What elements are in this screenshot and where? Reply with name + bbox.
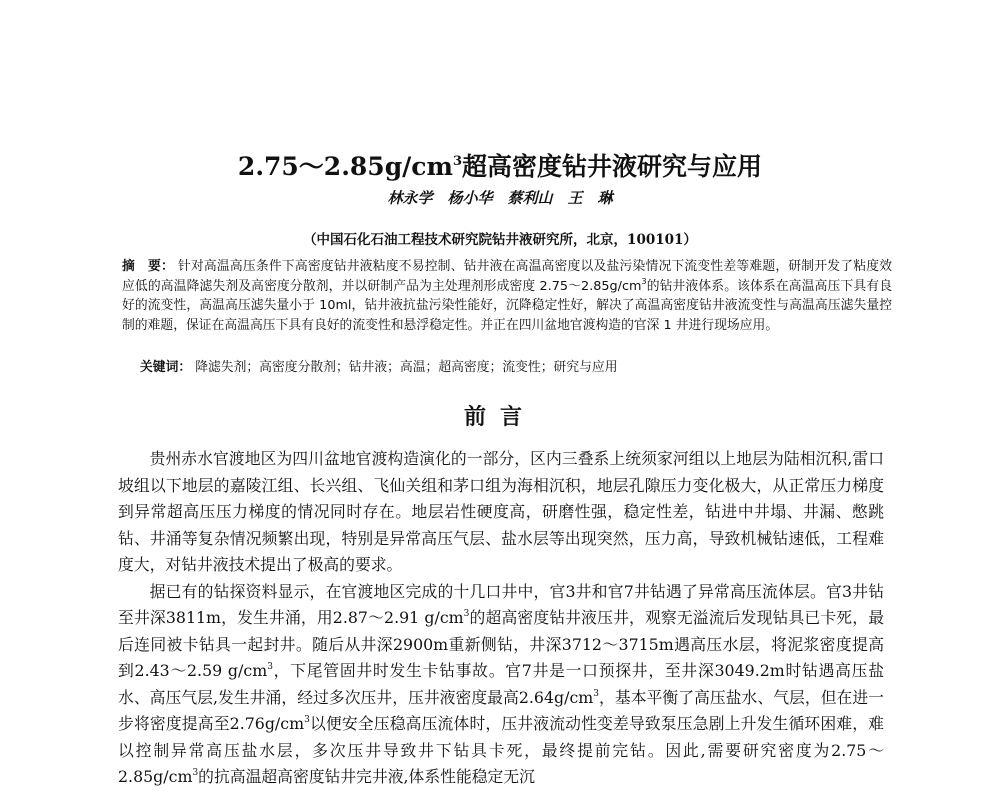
abstract-text-b: 的钻井液体系。该体系在高温高压下具有良好的流变性，高温高压滤失量小于 10ml，钻井液抗盐污染性能好，沉降稳定性好，解决了高温高密度钻井液流变性与高温高压滤失量控制的难题，保证在高温高压下具有良好的流变性和悬浮稳定性。并正在四川盆地官渡构造的官深 1 井进行现场应用。	[122, 278, 892, 333]
abstract	[122, 257, 892, 335]
paragraph-2-text-b: 的超高密度钻井液压井，观察无溢流后发现钻具已卡死，最后连同被卡钻具一起封井。随后从井深2900m重新侧钻，井深3712～3715m遇高压水层，将泥浆密度提高到2.43～2.59 g/cm	[118, 608, 884, 680]
authors: 林永学 杨小华 蔡利山 王 琳	[387, 189, 613, 207]
paragraph-2-sup-4: 3	[304, 715, 310, 725]
keywords-text: 降滤失剂；高密度分散剂；钻井液；高温；超高密度；流变性；研究与应用	[195, 360, 618, 375]
title-superscript: 3	[453, 154, 463, 169]
abstract-superscript: 3	[641, 276, 647, 286]
body-text	[118, 446, 884, 791]
abstract-text-a: 针对高温高压条件下高密度钻井液粘度不易控制、钻井液在高温高密度以及盐污染情况下流变性差等难题，研制开发了粘度效应低的高温降滤失剂及高密度分散剂，并以研制产品为主处理剂形成密度 2.75～2.85g/cm	[122, 259, 893, 294]
abstract-label: 摘 要：	[122, 259, 174, 274]
title-main: 2.75～2.85g/cm	[237, 152, 453, 181]
paragraph-2	[118, 579, 884, 791]
keywords-label: 关键词：	[140, 360, 192, 375]
paragraph-2-text-d: ，基本平衡了高压盐水、气层，但在进一步将密度提高至2.76g/cm	[118, 687, 884, 733]
section-heading: 前言	[463, 404, 536, 430]
title-rest: 超高密度钻井液研究与应用	[462, 152, 763, 181]
paper-title	[0, 150, 1000, 184]
paragraph-2-sup-1: 3	[463, 609, 470, 619]
paragraph-2-text-c: ，下尾管固井时发生卡钻事故。官7井是一口预探井，至井深3049.2m时钻遇高压盐水、高压气层,发生井涌，经过多次压井，压井液密度最高2.64g/cm	[118, 661, 884, 707]
paragraph-2-sup-5: 3	[192, 768, 199, 778]
paragraph-2-text-e: 以便安全压稳高压流体时，压井液流动性变差导致泵压急剧上升发生循环困难，难以控制异常高压盐水层，多次压井导致井下钻具卡死，最终提前完钻。因此,需要研究密度为2.75～2.85g/cm	[118, 714, 884, 786]
paragraph-2-sup-3: 3	[593, 688, 600, 699]
affiliation: （中国石化石油工程技术研究院钻井液研究所，北京，100101）	[303, 232, 697, 248]
paragraph-2-text-f: 的抗高温超高密度钻井完井液,体系性能稳定无沉	[198, 767, 535, 786]
paragraph-2-sup-2: 3	[267, 662, 273, 672]
keywords	[140, 358, 900, 377]
paragraph-1: 贵州赤水官渡地区为四川盆地官渡构造演化的一部分，区内三叠系上统须家河组以上地层为陆相沉积,雷口坡组以下地层的嘉陵江组、长兴组、飞仙关组和茅口组为海相沉积，地层孔隙压力变化极大，从正常压力梯度到异常超高压压力梯度的情况同时存在。地层岩性硬度高，研磨性强，稳定性差，钻进中井塌、井漏、憋跳钻、井涌等复杂情况频繁出现，特别是异常高压气层、盐水层等出现突然，压力高，导致机械钻速低，工程难度大，对钻井液技术提出了极高的要求。	[118, 449, 884, 574]
paragraph-2-text-a: 据已有的钻探资料显示，在官渡地区完成的十几口井中，官3井和官7井钻遇了异常高压流体层。官3井钻至井深3811m，发生井涌，用2.87～2.91 g/cm	[118, 581, 884, 627]
